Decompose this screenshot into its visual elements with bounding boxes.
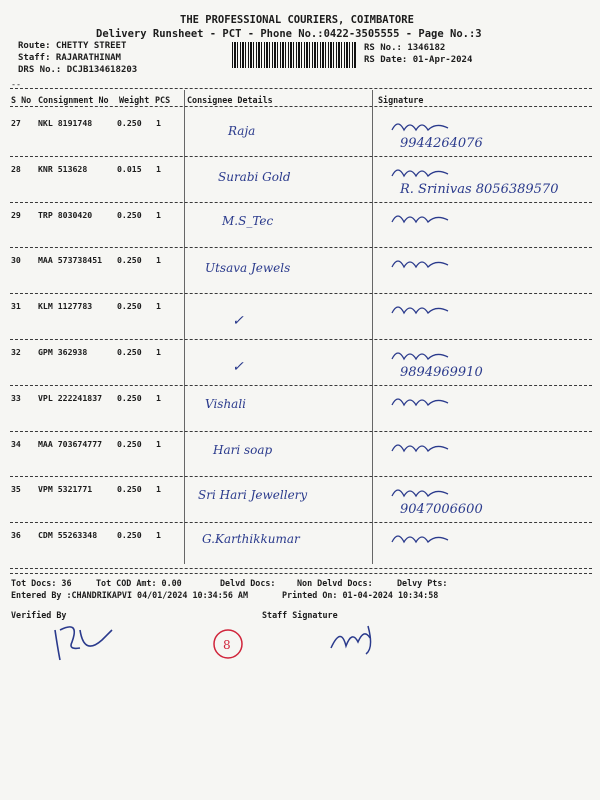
row-weight: 0.250 xyxy=(117,209,142,220)
row-sno: 30 xyxy=(11,255,21,266)
row-separator xyxy=(10,202,592,203)
consignee-handwriting: Utsava Jewels xyxy=(205,261,291,276)
signature-handwriting: 9944264076 xyxy=(400,136,483,151)
row-sno: 27 xyxy=(11,118,21,128)
svg-text:8: 8 xyxy=(223,638,231,652)
staff-signature-label: Staff Signature xyxy=(262,610,338,620)
row-pcs: 1 xyxy=(156,301,161,312)
col-weight: Weight xyxy=(119,95,150,105)
signature-scribble xyxy=(388,116,458,138)
row-sno: 29 xyxy=(11,209,21,220)
row-consignment: MAA 573738451 xyxy=(38,255,103,266)
rs-date-label: RS Date: 01-Apr-2024 xyxy=(364,55,473,65)
row-separator xyxy=(10,247,592,248)
drs-label: DRS No.: DCJB134618203 xyxy=(18,65,138,75)
consignee-handwriting: Surabi Gold xyxy=(218,169,291,184)
signature-scribble xyxy=(388,208,458,230)
signature-scribble xyxy=(388,528,458,550)
row-separator xyxy=(10,431,592,432)
signature-handwriting: 9894969910 xyxy=(400,365,483,380)
verified-signature xyxy=(50,620,120,665)
runsheet-subtitle: Delivery Runsheet - PCT - Phone No.:0422-3505555 - Page No.:3 xyxy=(96,28,482,40)
row-weight: 0.015 xyxy=(117,163,142,174)
row-pcs: 1 xyxy=(156,209,161,220)
tot-docs: Tot Docs: 36 xyxy=(11,578,72,588)
row-sno: 32 xyxy=(11,347,21,357)
row-sno: 28 xyxy=(11,163,21,174)
row-consignment: TRP 8030420 xyxy=(38,209,93,220)
signature-scribble xyxy=(388,482,458,504)
row-sno: 34 xyxy=(11,438,21,449)
signature-handwriting: R. Srinivas 8056389570 xyxy=(400,181,559,197)
delvy-pts: Delvy Pts: xyxy=(397,578,448,588)
consignee-handwriting: Vishali xyxy=(205,396,247,411)
row-consignment: MAA 703674777 xyxy=(38,438,103,449)
signature-scribble xyxy=(388,162,458,184)
stray-dash: -- xyxy=(11,79,22,89)
row-separator xyxy=(10,385,592,386)
col-pcs: PCS xyxy=(155,95,171,105)
header-top-rule xyxy=(10,88,592,89)
row-consignment: KNR 513628 xyxy=(38,163,88,174)
verified-by-label: Verified By xyxy=(11,610,67,620)
header-bottom-rule xyxy=(10,106,592,107)
signature-scribble xyxy=(388,299,458,321)
signature-scribble xyxy=(388,345,458,367)
row-pcs: 1 xyxy=(156,438,161,449)
signature-scribble xyxy=(388,437,458,459)
row-sno: 33 xyxy=(11,392,21,403)
row-pcs: 1 xyxy=(156,163,161,174)
row-separator xyxy=(10,522,592,523)
row-consignment: GPM 362938 xyxy=(38,347,88,357)
row-consignment: VPM 5321771 xyxy=(38,484,93,495)
consignee-handwriting: Hari soap xyxy=(213,442,273,457)
row-weight: 0.250 xyxy=(117,392,142,403)
rs-no-label: RS No.: 1346182 xyxy=(364,43,446,53)
row-separator xyxy=(10,476,592,477)
entered-by: Entered By :CHANDRIKAPVI 04/01/2024 10:34:56 AM xyxy=(11,590,248,600)
row-weight: 0.250 xyxy=(117,347,142,357)
signature-scribble xyxy=(388,253,458,275)
check-mark-icon: ✓ xyxy=(232,313,244,330)
row-consignment: KLM 1127783 xyxy=(38,301,93,312)
company-title: THE PROFESSIONAL COURIERS, COIMBATORE xyxy=(180,14,414,26)
row-sno: 35 xyxy=(11,484,21,495)
footer-rule xyxy=(10,573,592,574)
row-consignment: CDM 55263348 xyxy=(38,530,98,541)
row-weight: 0.250 xyxy=(117,484,142,495)
row-consignment: VPL 222241837 xyxy=(38,392,103,403)
row-pcs: 1 xyxy=(156,530,161,541)
printed-on: Printed On: 01-04-2024 10:34:58 xyxy=(282,590,439,600)
row-weight: 0.250 xyxy=(117,255,142,266)
consignee-handwriting: Raja xyxy=(228,124,256,138)
row-sno: 31 xyxy=(11,301,21,312)
signature-column-divider xyxy=(372,90,373,564)
row-pcs: 1 xyxy=(156,392,161,403)
tot-cod: Tot COD Amt: 0.00 xyxy=(96,578,182,588)
barcode xyxy=(232,42,356,68)
row-weight: 0.250 xyxy=(117,438,142,449)
consignee-handwriting: M.S_Tec xyxy=(222,213,274,228)
row-sno: 36 xyxy=(11,530,21,541)
row-separator xyxy=(10,156,592,157)
consignee-column-divider xyxy=(184,90,185,564)
row-separator xyxy=(10,568,592,569)
consignee-handwriting: Sri Hari Jewellery xyxy=(198,488,308,503)
row-pcs: 1 xyxy=(156,347,161,357)
check-mark-icon: ✓ xyxy=(232,359,244,375)
row-weight: 0.250 xyxy=(117,530,142,541)
col-consignment: Consignment No xyxy=(38,95,109,105)
route-label: Route: CHETTY STREET xyxy=(18,41,127,51)
stamp-circle xyxy=(210,626,246,662)
consignee-handwriting: G.Karthikkumar xyxy=(202,532,300,547)
row-pcs: 1 xyxy=(156,118,161,128)
signature-handwriting: 9047006600 xyxy=(400,502,483,518)
row-separator xyxy=(10,339,592,340)
staff-signature xyxy=(326,618,386,658)
non-delvd-docs: Non Delvd Docs: xyxy=(297,578,373,588)
col-signature: Signature xyxy=(378,95,424,105)
row-consignment: NKL 8191748 xyxy=(38,118,93,128)
signature-scribble xyxy=(388,391,458,413)
row-pcs: 1 xyxy=(156,484,161,495)
row-pcs: 1 xyxy=(156,255,161,266)
row-separator xyxy=(10,293,592,294)
row-weight: 0.250 xyxy=(117,118,142,128)
row-weight: 0.250 xyxy=(117,301,142,312)
delvd-docs: Delvd Docs: xyxy=(220,578,276,588)
col-consignee: Consignee Details xyxy=(187,95,273,105)
col-sno: S No xyxy=(11,95,32,105)
staff-label: Staff: RAJARATHINAM xyxy=(18,53,121,63)
